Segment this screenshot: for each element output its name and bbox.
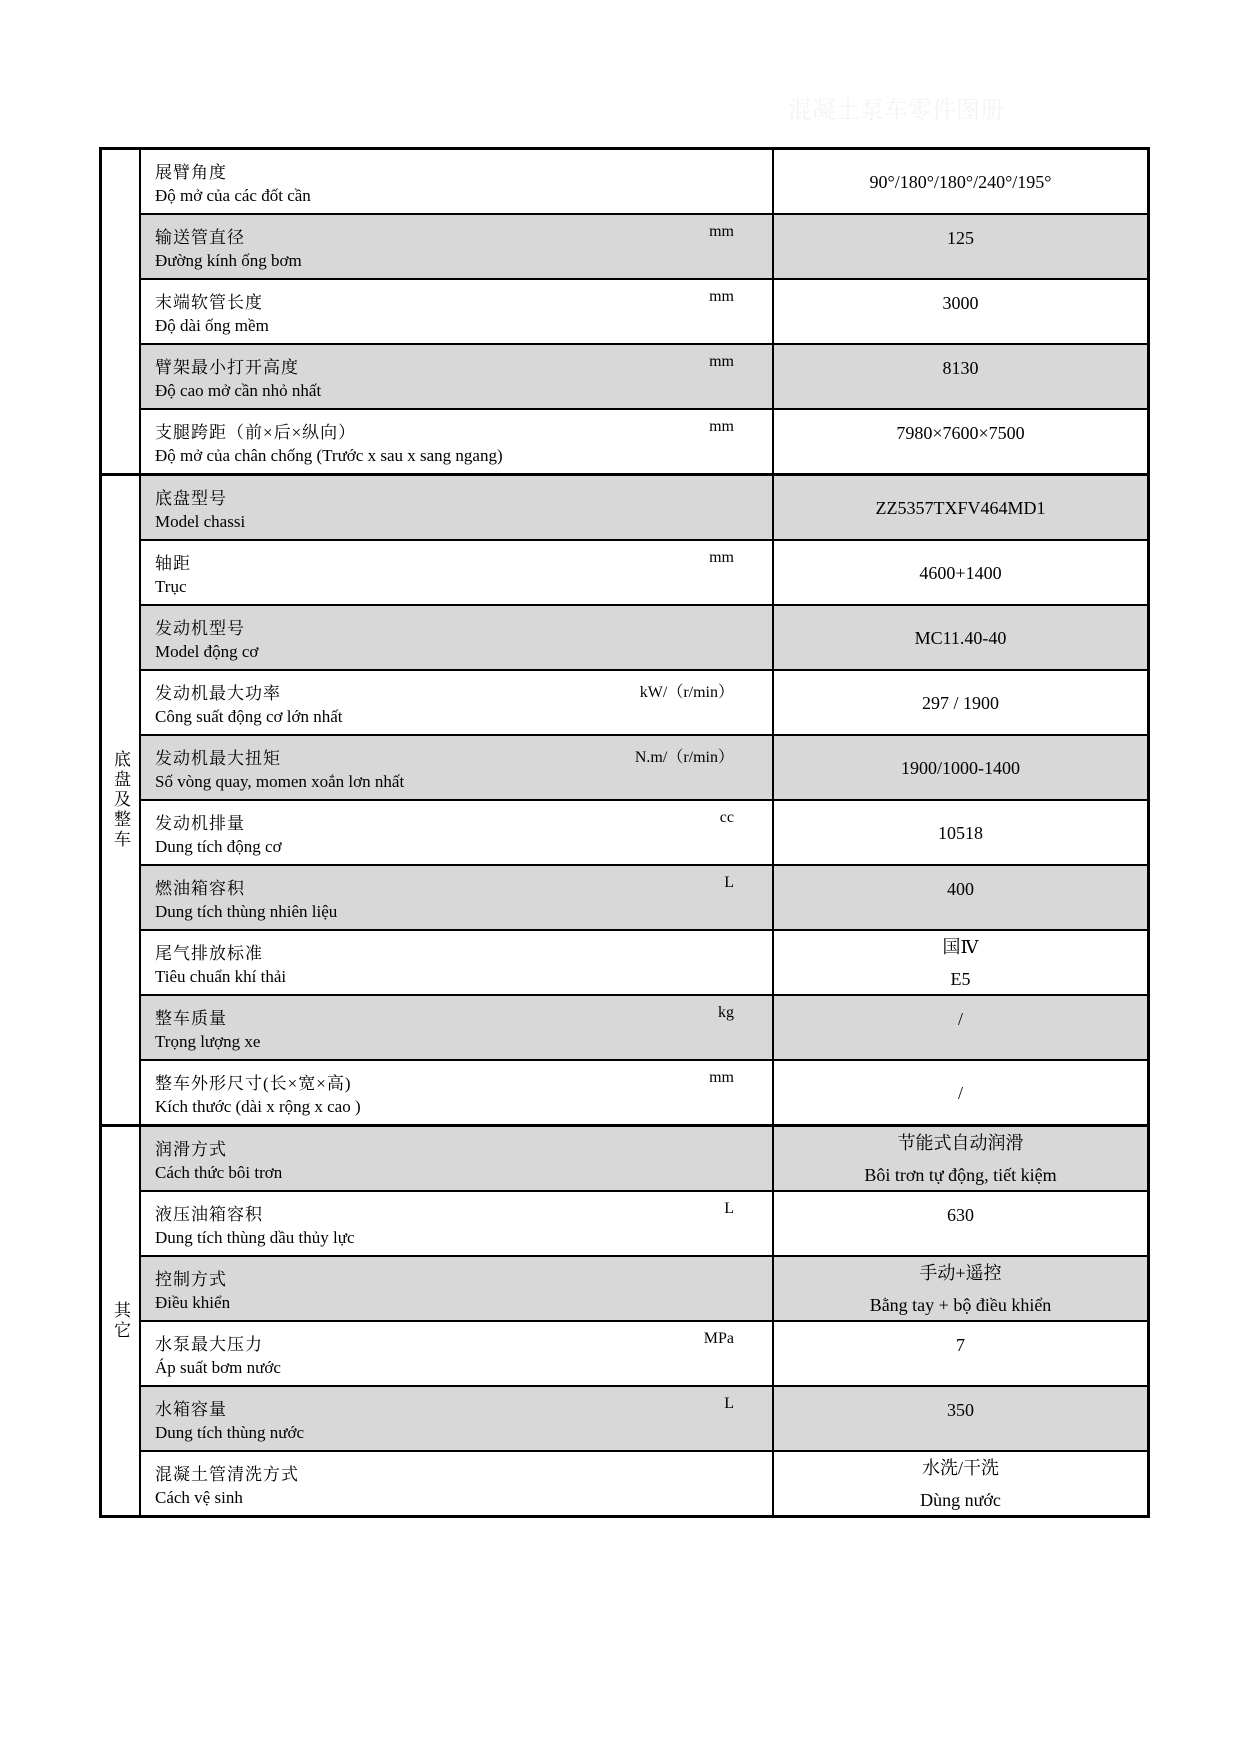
param-label-vi: Công suất động cơ lớn nhất [155, 707, 343, 726]
param-cell [141, 606, 772, 669]
param-unit: mm [709, 288, 734, 305]
param-label-vi: Điều khiển [155, 1293, 231, 1312]
param-unit: kg [718, 1004, 734, 1021]
param-unit: kW/（r/min） [639, 684, 734, 701]
value-cell [772, 1061, 1147, 1124]
param-label-zh: 发动机最大扭矩 [155, 749, 281, 768]
param-cell [141, 215, 772, 278]
param-label-zh: 混凝土管清洗方式 [155, 1465, 299, 1484]
param-top-line [155, 158, 772, 183]
spec-group [102, 473, 1147, 1124]
value-cell [772, 476, 1147, 539]
param-label-zh: 臂架最小打开高度 [155, 358, 299, 377]
spec-group [102, 1124, 1147, 1515]
param-label-vi: Số vòng quay, momen xoắn lơn nhất [155, 772, 405, 791]
param-label-vi: Độ cao mở cần nhỏ nhất [155, 381, 322, 400]
param-label-zh: 液压油箱容积 [155, 1205, 263, 1224]
value-line: 1900/1000-1400 [901, 757, 1020, 778]
param-top-line [155, 223, 772, 248]
param-top-line [155, 1135, 772, 1160]
value-cell [772, 931, 1147, 994]
value-line: Dùng nước [920, 1489, 1001, 1510]
param-label-zh: 发动机排量 [155, 814, 245, 833]
value-line: 630 [947, 1205, 974, 1225]
table-row [141, 1385, 1147, 1450]
param-unit: L [724, 1395, 734, 1412]
value-line: 125 [947, 228, 974, 248]
param-cell [141, 866, 772, 929]
table-row [141, 604, 1147, 669]
value-cell [772, 801, 1147, 864]
value-line: Bằng tay + bộ điều khiển [869, 1294, 1052, 1315]
value-line: 7980×7600×7500 [896, 423, 1025, 443]
param-cell [141, 736, 772, 799]
param-label-zh: 末端软管长度 [155, 293, 263, 312]
param-top-line [155, 418, 772, 443]
param-cell [141, 410, 772, 473]
param-label-vi: Cách vệ sinh [155, 1488, 243, 1507]
param-label-vi: Dung tích thùng nước [155, 1423, 304, 1442]
param-unit: L [724, 1200, 734, 1217]
param-label-vi: Model chassi [155, 512, 246, 531]
table-row [141, 669, 1147, 734]
param-label-zh: 整车质量 [155, 1009, 227, 1028]
param-label-vi: Đường kính ống bơm [155, 251, 302, 270]
value-cell [772, 150, 1147, 213]
table-row [141, 343, 1147, 408]
param-top-line [155, 744, 772, 769]
value-cell [772, 606, 1147, 669]
value-cell [772, 280, 1147, 343]
param-label-zh: 支腿跨距（前×后×纵向） [155, 423, 357, 442]
table-row [141, 1450, 1147, 1515]
spec-group [102, 150, 1147, 473]
value-cell [772, 215, 1147, 278]
param-label-zh: 轴距 [155, 554, 191, 573]
param-cell [141, 345, 772, 408]
value-cell [772, 1452, 1147, 1515]
table-row [141, 1059, 1147, 1124]
param-cell [141, 280, 772, 343]
value-line: 4600+1400 [919, 562, 1002, 583]
group-rows [141, 1127, 1147, 1515]
value-line: MC11.40-40 [914, 627, 1007, 648]
table-row [141, 213, 1147, 278]
param-top-line [155, 353, 772, 378]
param-label-vi: Trọng lượng xe [155, 1032, 261, 1051]
param-unit: mm [709, 353, 734, 370]
param-cell [141, 476, 772, 539]
param-top-line [155, 549, 772, 574]
value-cell [772, 1192, 1147, 1255]
value-line: 8130 [942, 358, 979, 378]
param-label-zh: 整车外形尺寸(长×宽×高) [155, 1074, 352, 1093]
param-cell [141, 1061, 772, 1124]
param-unit: mm [709, 549, 734, 566]
param-cell [141, 150, 772, 213]
param-top-line [155, 679, 772, 704]
param-top-line [155, 1200, 772, 1225]
group-label-cell [102, 150, 141, 473]
param-label-vi: Áp suất bơm nước [155, 1358, 281, 1377]
param-top-line [155, 939, 772, 964]
value-line: E5 [950, 968, 971, 989]
table-row [141, 539, 1147, 604]
table-row [141, 1320, 1147, 1385]
param-label-zh: 控制方式 [155, 1270, 227, 1289]
group-label-cell [102, 1127, 141, 1515]
param-label-vi: Tiêu chuẩn khí thải [155, 967, 287, 986]
param-label-zh: 输送管直径 [155, 228, 245, 247]
table-row [141, 734, 1147, 799]
param-cell [141, 1387, 772, 1450]
value-cell [772, 996, 1147, 1059]
param-cell [141, 1127, 772, 1190]
value-line: 10518 [938, 822, 983, 843]
value-line: 3000 [942, 293, 979, 313]
group-rows [141, 476, 1147, 1124]
param-top-line [155, 874, 772, 899]
param-label-vi: Dung tích thùng dầu thủy lực [155, 1228, 355, 1247]
value-cell [772, 1257, 1147, 1320]
param-label-zh: 底盘型号 [155, 489, 227, 508]
param-top-line [155, 1460, 772, 1485]
table-row [141, 864, 1147, 929]
param-label-zh: 润滑方式 [155, 1140, 227, 1159]
value-line: 手动+遥控 [919, 1262, 1002, 1283]
param-unit: mm [709, 1069, 734, 1086]
group-rows [141, 150, 1147, 473]
param-unit: cc [719, 809, 734, 826]
param-label-vi: Độ dài ống mềm [155, 316, 269, 335]
param-cell [141, 801, 772, 864]
value-cell [772, 736, 1147, 799]
param-top-line [155, 1004, 772, 1029]
param-top-line [155, 1330, 772, 1355]
param-top-line [155, 1069, 772, 1094]
value-cell [772, 1322, 1147, 1385]
value-line: / [957, 1082, 963, 1103]
param-unit: MPa [703, 1330, 734, 1347]
param-label-vi: Cách thức bôi trơn [155, 1163, 283, 1182]
param-label-vi: Độ mở của các đốt cần [155, 186, 311, 205]
group-label-cell [102, 476, 141, 1124]
table-row [141, 278, 1147, 343]
value-cell [772, 671, 1147, 734]
value-line: 90°/180°/180°/240°/195° [869, 171, 1052, 192]
param-cell [141, 1452, 772, 1515]
group-label: 底盘及整车 [111, 750, 130, 850]
table-row [141, 1127, 1147, 1190]
param-top-line [155, 484, 772, 509]
param-label-vi: Độ mở của chân chống (Trước x sau x sang ngang) [155, 446, 503, 465]
param-label-zh: 水箱容量 [155, 1400, 227, 1419]
param-unit: L [724, 874, 734, 891]
table-row [141, 476, 1147, 539]
value-line: Bôi trơn tự động, tiết kiệm [864, 1164, 1057, 1185]
param-label-zh: 发动机型号 [155, 619, 245, 638]
table-row [141, 799, 1147, 864]
param-unit: mm [709, 418, 734, 435]
table-row [141, 994, 1147, 1059]
value-cell [772, 866, 1147, 929]
table-row [141, 408, 1147, 473]
param-label-vi: Trục [155, 577, 187, 596]
group-label: 其它 [111, 1301, 130, 1341]
value-cell [772, 541, 1147, 604]
value-cell [772, 410, 1147, 473]
value-line: 国Ⅳ [942, 936, 979, 957]
spec-table [99, 147, 1150, 1518]
table-row [141, 1190, 1147, 1255]
param-cell [141, 1257, 772, 1320]
param-unit: mm [709, 223, 734, 240]
param-cell [141, 1322, 772, 1385]
param-cell [141, 1192, 772, 1255]
param-label-vi: Dung tích động cơ [155, 837, 282, 856]
param-top-line [155, 288, 772, 313]
param-cell [141, 541, 772, 604]
value-line: / [957, 1009, 963, 1029]
value-line: 297 / 1900 [921, 692, 999, 713]
value-line: 节能式自动润滑 [897, 1132, 1024, 1153]
param-cell [141, 996, 772, 1059]
param-label-vi: Kích thước (dài x rộng x cao ) [155, 1097, 361, 1116]
param-cell [141, 931, 772, 994]
value-cell [772, 1127, 1147, 1190]
param-label-zh: 展臂角度 [155, 163, 227, 182]
param-label-vi: Model động cơ [155, 642, 259, 661]
param-label-zh: 发动机最大功率 [155, 684, 281, 703]
param-top-line [155, 1265, 772, 1290]
watermark-text [788, 90, 1004, 125]
param-top-line [155, 614, 772, 639]
param-top-line [155, 809, 772, 834]
table-row [141, 1255, 1147, 1320]
value-line: ZZ5357TXFV464MD1 [875, 497, 1046, 518]
param-cell [141, 671, 772, 734]
value-line: 水洗/干洗 [921, 1457, 999, 1478]
table-row [141, 929, 1147, 994]
param-unit: N.m/（r/min） [634, 749, 734, 766]
param-label-zh: 尾气排放标准 [155, 944, 263, 963]
value-line: 400 [947, 879, 974, 899]
value-line: 7 [956, 1335, 965, 1355]
param-label-vi: Dung tích thùng nhiên liệu [155, 902, 338, 921]
param-label-zh: 水泵最大压力 [155, 1335, 263, 1354]
value-cell [772, 1387, 1147, 1450]
value-line: 350 [947, 1400, 974, 1420]
table-row [141, 150, 1147, 213]
value-cell [772, 345, 1147, 408]
param-top-line [155, 1395, 772, 1420]
param-label-zh: 燃油箱容积 [155, 879, 245, 898]
